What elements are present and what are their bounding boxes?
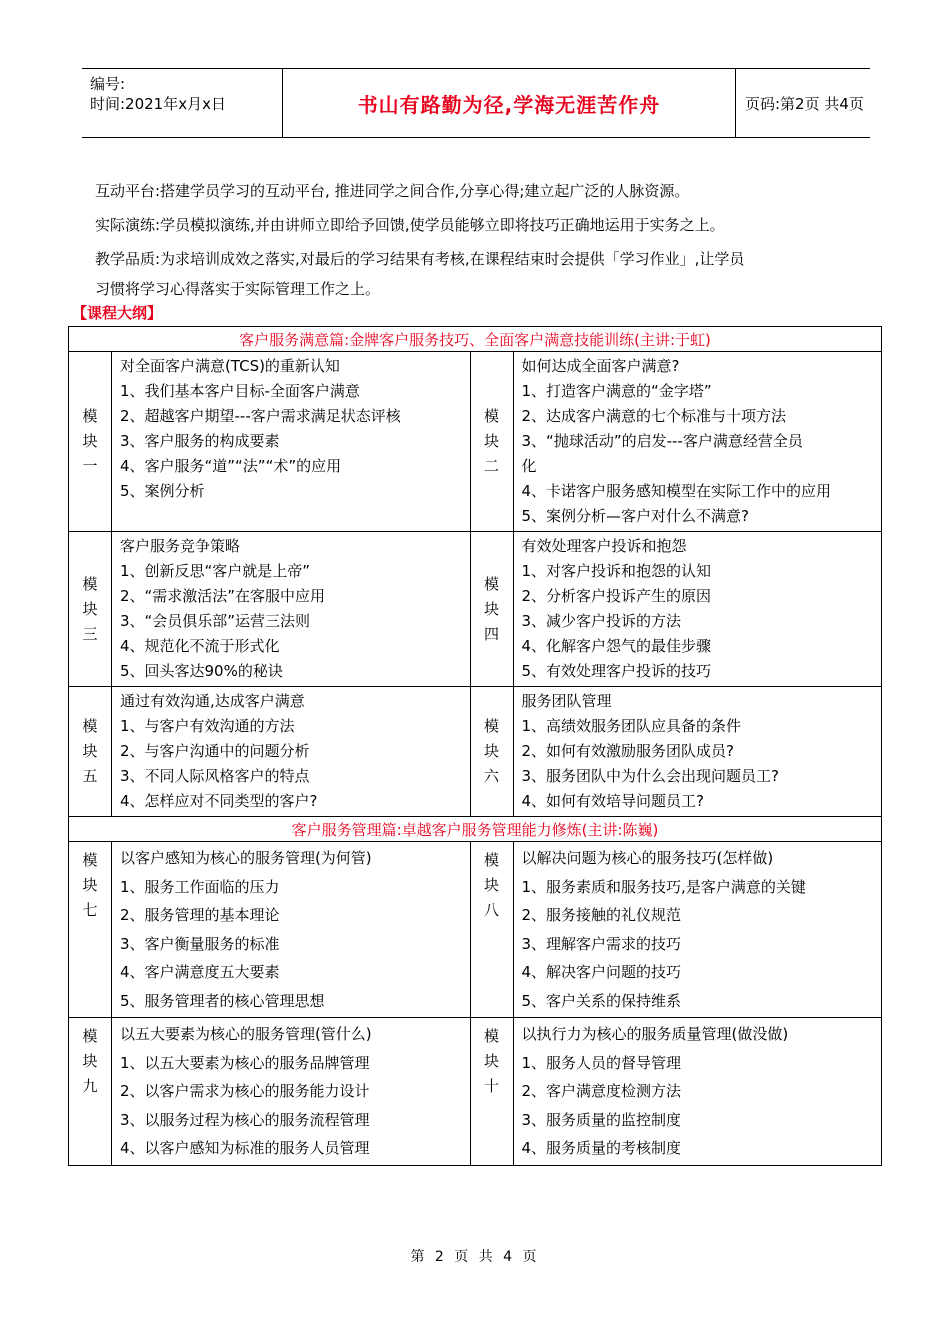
module-label-char: 块 bbox=[484, 876, 500, 894]
module-label bbox=[69, 352, 112, 532]
module-item: 4、解决客户问题的技巧 bbox=[521, 963, 682, 981]
module-content bbox=[513, 687, 881, 817]
module-item: 5、有效处理客户投诉的技巧 bbox=[521, 662, 712, 680]
module-item: 4、服务质量的考核制度 bbox=[521, 1139, 682, 1157]
module-content bbox=[513, 532, 881, 687]
module-label-char: 块 bbox=[484, 742, 500, 760]
module-item: 4、规范化不流于形式化 bbox=[119, 637, 280, 655]
module-label-char: 块 bbox=[484, 432, 500, 450]
module-label-char: 九 bbox=[82, 1077, 98, 1095]
module-item: 1、服务工作面临的压力 bbox=[119, 877, 280, 896]
module-item: 1、服务素质和服务技巧,是客户满意的关键 bbox=[521, 877, 806, 896]
module-item: 3、以服务过程为核心的服务流程管理 bbox=[119, 1110, 370, 1129]
module-content bbox=[111, 842, 470, 1018]
number-label: 编号: bbox=[90, 75, 126, 93]
intro-line: 教学品质:为求培训成效之落实,对最后的学习结果有考核,在课程结束时会提供「学习作业」,让学员 bbox=[95, 250, 745, 268]
module-label-char: 块 bbox=[82, 876, 98, 894]
module-label-char: 模 bbox=[82, 574, 98, 593]
module-label-char: 模 bbox=[82, 717, 98, 735]
module-label bbox=[470, 687, 513, 817]
module-item: 化 bbox=[521, 457, 537, 475]
module-label bbox=[69, 842, 112, 1018]
section-title: 客户服务满意篇:金牌客户服务技巧、全面客户满意技能训练(主讲:于虹) bbox=[69, 327, 882, 352]
page-footer: 第 2 页 共 4 页 bbox=[410, 1249, 540, 1265]
module-content bbox=[513, 1018, 881, 1166]
module-label-char: 模 bbox=[484, 1027, 500, 1045]
module-heading: 通过有效沟通,达成客户满意 bbox=[119, 692, 305, 710]
module-heading: 以客户感知为核心的服务管理(为何管) bbox=[119, 849, 372, 867]
module-content bbox=[111, 532, 470, 687]
module-item: 2、“需求激活法”在客服中应用 bbox=[119, 587, 326, 605]
module-item: 2、如何有效激励服务团队成员? bbox=[521, 742, 735, 760]
module-label bbox=[470, 1018, 513, 1166]
page-header bbox=[82, 68, 870, 138]
intro-line: 实际演练:学员模拟演练,并由讲师立即给予回馈,使学员能够立即将技巧正确地运用于实务之上。 bbox=[95, 216, 725, 234]
module-item: 4、客户满意度五大要素 bbox=[119, 963, 280, 981]
module-label-char: 模 bbox=[82, 407, 98, 425]
module-label bbox=[470, 352, 513, 532]
module-item: 3、“抛球活动”的启发---客户满意经营全员 bbox=[521, 432, 803, 450]
module-item: 1、创新反思“客户就是上帝” bbox=[119, 562, 311, 580]
module-label bbox=[69, 687, 112, 817]
module-item: 1、与客户有效沟通的方法 bbox=[119, 717, 295, 735]
module-item: 2、超越客户期望---客户需求满足状态评核 bbox=[119, 407, 401, 425]
module-row bbox=[69, 532, 882, 687]
module-heading: 以解决问题为核心的服务技巧(怎样做) bbox=[521, 849, 774, 867]
module-content bbox=[111, 1018, 470, 1166]
module-label-char: 模 bbox=[484, 717, 500, 735]
module-row bbox=[69, 687, 882, 817]
module-item: 4、客户服务“道”“法”“术”的应用 bbox=[119, 457, 342, 475]
module-label bbox=[470, 842, 513, 1018]
intro-line: 互动平台:搭建学员学习的互动平台, 推进同学之间合作,分享心得;建立起广泛的人脉资源。 bbox=[95, 182, 690, 200]
module-label-char: 七 bbox=[82, 901, 98, 919]
module-item: 4、以客户感知为标准的服务人员管理 bbox=[119, 1139, 370, 1157]
module-label-char: 块 bbox=[82, 599, 98, 618]
module-heading: 有效处理客户投诉和抱怨 bbox=[521, 537, 687, 555]
module-row bbox=[69, 842, 882, 1018]
date-label: 时间:2021年x月x日 bbox=[90, 95, 226, 113]
module-item: 4、卡诺客户服务感知模型在实际工作中的应用 bbox=[521, 482, 832, 500]
module-label-char: 模 bbox=[82, 1027, 98, 1045]
module-heading: 以执行力为核心的服务质量管理(做没做) bbox=[521, 1025, 789, 1043]
module-item: 2、达成客户满意的七个标准与十项方法 bbox=[521, 407, 787, 425]
module-label-char: 模 bbox=[484, 851, 500, 869]
outline-label: 【课程大纲】 bbox=[72, 304, 163, 322]
module-label-char: 四 bbox=[484, 624, 500, 643]
intro-text bbox=[95, 174, 885, 306]
module-item: 2、以客户需求为核心的服务能力设计 bbox=[119, 1082, 370, 1100]
module-row bbox=[69, 1018, 882, 1166]
module-label-char: 六 bbox=[484, 767, 500, 785]
course-outline-table bbox=[68, 326, 882, 1166]
module-item: 5、客户关系的保持维系 bbox=[521, 991, 682, 1010]
module-item: 3、不同人际风格客户的特点 bbox=[119, 767, 310, 785]
module-content bbox=[111, 352, 470, 532]
module-item: 4、化解客户怨气的最佳步骤 bbox=[521, 637, 712, 655]
module-item: 4、怎样应对不同类型的客户? bbox=[119, 792, 318, 810]
module-item: 2、客户满意度检测方法 bbox=[521, 1082, 682, 1100]
module-heading: 如何达成全面客户满意? bbox=[521, 357, 680, 375]
module-content bbox=[513, 352, 881, 532]
module-label-char: 块 bbox=[82, 742, 98, 760]
module-item: 3、服务团队中为什么会出现问题员工? bbox=[521, 767, 780, 785]
module-label bbox=[69, 1018, 112, 1166]
module-item: 2、服务接触的礼仪规范 bbox=[521, 906, 682, 924]
section-title: 客户服务管理篇:卓越客户服务管理能力修炼(主讲:陈巍) bbox=[69, 817, 882, 842]
module-heading: 服务团队管理 bbox=[521, 692, 612, 710]
header-meta bbox=[82, 69, 282, 137]
module-item: 1、打造客户满意的“金字塔” bbox=[521, 382, 712, 400]
intro-line: 习惯将学习心得落实于实际管理工作之上。 bbox=[95, 280, 381, 298]
module-item: 4、如何有效培导问题员工? bbox=[521, 792, 705, 810]
module-label bbox=[470, 532, 513, 687]
module-heading: 对全面客户满意(TCS)的重新认知 bbox=[119, 357, 340, 375]
module-label-char: 模 bbox=[484, 574, 500, 593]
module-content bbox=[513, 842, 881, 1018]
module-label-char: 块 bbox=[484, 1052, 500, 1070]
module-item: 2、分析客户投诉产生的原因 bbox=[521, 587, 712, 605]
module-label-char: 模 bbox=[484, 407, 500, 425]
header-page-info: 页码:第2页 共4页 bbox=[745, 94, 864, 113]
header-motto: 书山有路勤为径,学海无涯苦作舟 bbox=[282, 69, 736, 137]
module-label-char: 二 bbox=[484, 457, 500, 475]
module-item: 1、服务人员的督导管理 bbox=[521, 1053, 682, 1072]
module-heading: 以五大要素为核心的服务管理(管什么) bbox=[119, 1025, 372, 1043]
module-label-char: 一 bbox=[82, 457, 98, 475]
module-item: 5、回头客达90%的秘诀 bbox=[119, 662, 283, 680]
module-item: 3、客户服务的构成要素 bbox=[119, 432, 280, 450]
module-item: 1、以五大要素为核心的服务品牌管理 bbox=[119, 1053, 370, 1072]
module-item: 3、理解客户需求的技巧 bbox=[521, 934, 682, 953]
module-label-char: 模 bbox=[82, 851, 98, 869]
module-label-char: 块 bbox=[82, 432, 98, 450]
module-item: 3、减少客户投诉的方法 bbox=[521, 612, 682, 630]
module-label-char: 块 bbox=[484, 599, 500, 618]
module-item: 5、案例分析—客户对什么不满意? bbox=[521, 507, 750, 525]
module-item: 3、“会员俱乐部”运营三法则 bbox=[119, 612, 311, 630]
module-item: 3、客户衡量服务的标准 bbox=[119, 934, 280, 953]
module-label bbox=[69, 532, 112, 687]
module-label-char: 十 bbox=[484, 1077, 500, 1095]
module-label-char: 五 bbox=[82, 767, 98, 785]
module-item: 5、服务管理者的核心管理思想 bbox=[119, 991, 325, 1010]
module-content bbox=[111, 687, 470, 817]
module-label-char: 三 bbox=[82, 624, 98, 643]
module-item: 3、服务质量的监控制度 bbox=[521, 1110, 682, 1129]
module-heading: 客户服务竞争策略 bbox=[119, 537, 240, 555]
module-item: 1、高绩效服务团队应具备的条件 bbox=[521, 717, 742, 735]
module-item: 1、我们基本客户目标-全面客户满意 bbox=[119, 382, 360, 400]
module-label-char: 八 bbox=[484, 901, 500, 919]
module-item: 2、与客户沟通中的问题分析 bbox=[119, 742, 310, 760]
module-row bbox=[69, 352, 882, 532]
module-item: 5、案例分析 bbox=[119, 482, 205, 500]
module-item: 2、服务管理的基本理论 bbox=[119, 906, 280, 924]
module-item: 1、对客户投诉和抱怨的认知 bbox=[521, 562, 712, 580]
module-label-char: 块 bbox=[82, 1052, 98, 1070]
